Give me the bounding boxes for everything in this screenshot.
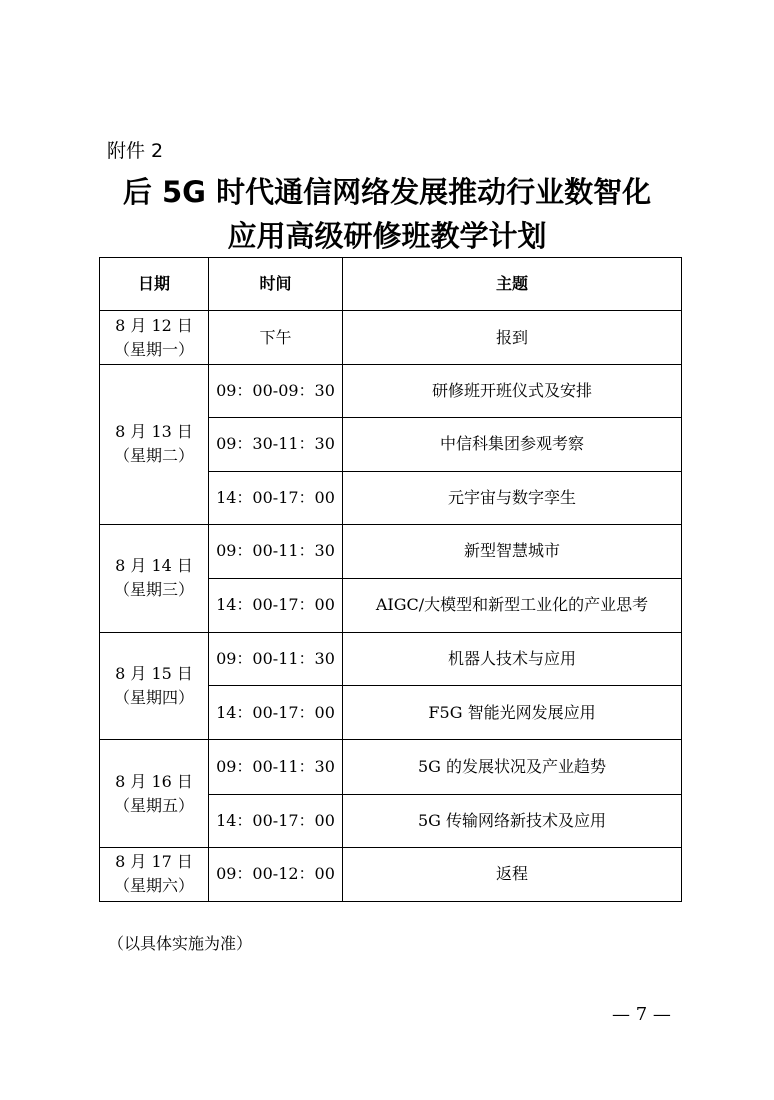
date-text: 8 月 12 日	[115, 315, 193, 335]
topic-cell: 5G 传输网络新技术及应用	[343, 794, 682, 847]
date-cell	[100, 633, 209, 740]
header-time: 时间	[209, 258, 343, 311]
topic-cell: 返程	[343, 847, 682, 901]
time-cell: 14：00-17：00	[209, 794, 343, 847]
time-cell: 09：30-11：30	[209, 418, 343, 471]
topic-cell: F5G 智能光网发展应用	[343, 686, 682, 740]
date-text: 8 月 16 日	[115, 771, 193, 791]
topic-cell: 机器人技术与应用	[343, 633, 682, 686]
topic-cell: 新型智慧城市	[343, 524, 682, 578]
time-cell: 09：00-12：00	[209, 847, 343, 901]
topic-cell: 元宇宙与数字孪生	[343, 471, 682, 524]
page-number: — 7 —	[612, 1004, 671, 1025]
weekday-text: （星期三）	[113, 580, 194, 600]
date-text: 8 月 17 日	[115, 852, 193, 872]
time-cell: 09：00-11：30	[209, 633, 343, 686]
header-topic: 主题	[343, 258, 682, 311]
weekday-text: （星期五）	[113, 795, 194, 815]
table-row	[100, 633, 682, 686]
table-row	[100, 524, 682, 578]
time-cell: 09：00-11：30	[209, 524, 343, 578]
header-date: 日期	[100, 258, 209, 311]
attachment-label: 附件 2	[107, 140, 164, 162]
date-cell	[100, 365, 209, 525]
date-text: 8 月 14 日	[115, 556, 193, 576]
topic-cell: 5G 的发展状况及产业趋势	[343, 740, 682, 794]
weekday-text: （星期二）	[113, 446, 194, 466]
time-cell: 下午	[209, 311, 343, 365]
time-cell: 09：00-11：30	[209, 740, 343, 794]
topic-cell: 研修班开班仪式及安排	[343, 365, 682, 418]
weekday-text: （星期六）	[113, 876, 194, 896]
date-text: 8 月 15 日	[115, 664, 193, 684]
table-row	[100, 365, 682, 418]
time-cell: 14：00-17：00	[209, 471, 343, 524]
date-cell	[100, 847, 209, 901]
table-row	[100, 311, 682, 365]
table-row	[100, 847, 682, 901]
schedule-table	[99, 257, 682, 902]
footnote: （以具体实施为准）	[108, 934, 253, 953]
table-row	[100, 740, 682, 794]
topic-cell: AIGC/大模型和新型工业化的产业思考	[343, 578, 682, 632]
date-text: 8 月 13 日	[115, 422, 193, 442]
topic-cell: 报到	[343, 311, 682, 365]
weekday-text: （星期一）	[113, 339, 194, 359]
date-cell	[100, 311, 209, 365]
document-title-line2: 应用高级研修班教学计划	[227, 219, 547, 253]
table-header-row	[100, 258, 682, 311]
document-title-line1: 后 5G 时代通信网络发展推动行业数智化	[122, 175, 652, 209]
time-cell: 14：00-17：00	[209, 578, 343, 632]
date-cell	[100, 740, 209, 847]
date-cell	[100, 524, 209, 632]
weekday-text: （星期四）	[113, 688, 194, 708]
time-cell: 14：00-17：00	[209, 686, 343, 740]
time-cell: 09：00-09：30	[209, 365, 343, 418]
topic-cell: 中信科集团参观考察	[343, 418, 682, 471]
